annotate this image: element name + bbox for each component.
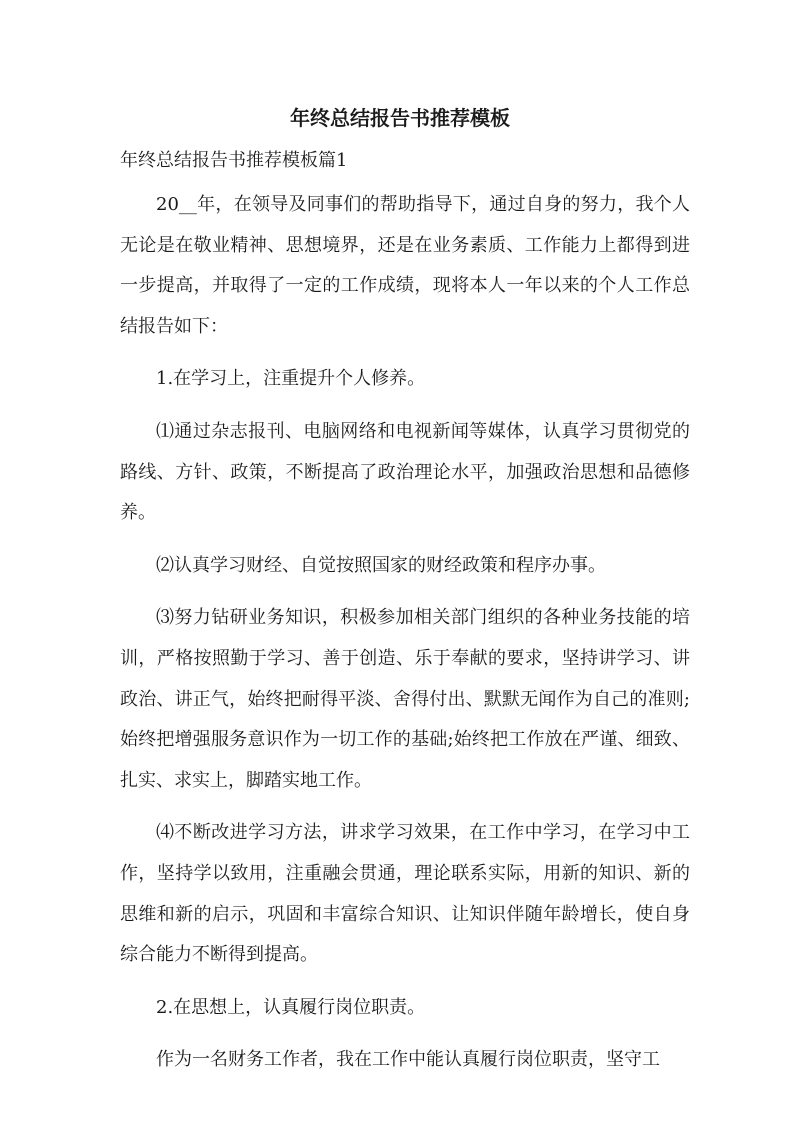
paragraph-study-item-3: ⑶努力钻研业务知识，积极参加相关部门组织的各种业务技能的培训，严格按照勤于学习、善于创造、乐于奉献的要求，坚持讲学习、讲政治、讲正气，始终把耐得平淡、舍得付出、默默无闻作为自己的准则;始终把增强服务意识作为一切工作的基础;始终把工作放在严谨、细致、扎实、求实上，脚踏实地工作。 <box>120 607 690 791</box>
paragraph-study-item-4: ⑷不断改进学习方法，讲求学习效果，在工作中学习，在学习中工作，坚持学以致用，注重融会贯通，理论联系实际，用新的知识、新的思维和新的启示，巩固和丰富综合知识、让知识伴随年龄增长，使自身综合能力不断得到提高。 <box>120 822 690 966</box>
paragraph-study-item-2: ⑵认真学习财经、自觉按照国家的财经政策和程序办事。 <box>156 554 606 576</box>
paragraph-thought-body: 作为一名财务工作者，我在工作中能认真履行岗位职责，坚守工 <box>156 1049 660 1071</box>
document-subtitle: 年终总结报告书推荐模板篇1 <box>120 150 348 171</box>
paragraph-heading-study: 1.在学习上，注重提升个人修养。 <box>156 368 426 390</box>
paragraph-intro: 20__年，在领导及同事们的帮助指导下，通过自身的努力，我个人无论是在敬业精神、思想境界，还是在业务素质、工作能力上都得到进一步提高，并取得了一定的工作成绩，现将本人一年以来的个人工作总结报告如下： <box>120 194 690 337</box>
document-title: 年终总结报告书推荐模板 <box>290 106 510 130</box>
paragraph-heading-thought: 2.在思想上，认真履行岗位职责。 <box>156 996 426 1018</box>
document-body <box>120 185 690 1093</box>
paragraph-study-item-1: ⑴通过杂志报刊、电脑网络和电视新闻等媒体，认真学习贯彻党的路线、方针、政策，不断提高了政治理论水平，加强政治思想和品德修养。 <box>120 420 690 524</box>
